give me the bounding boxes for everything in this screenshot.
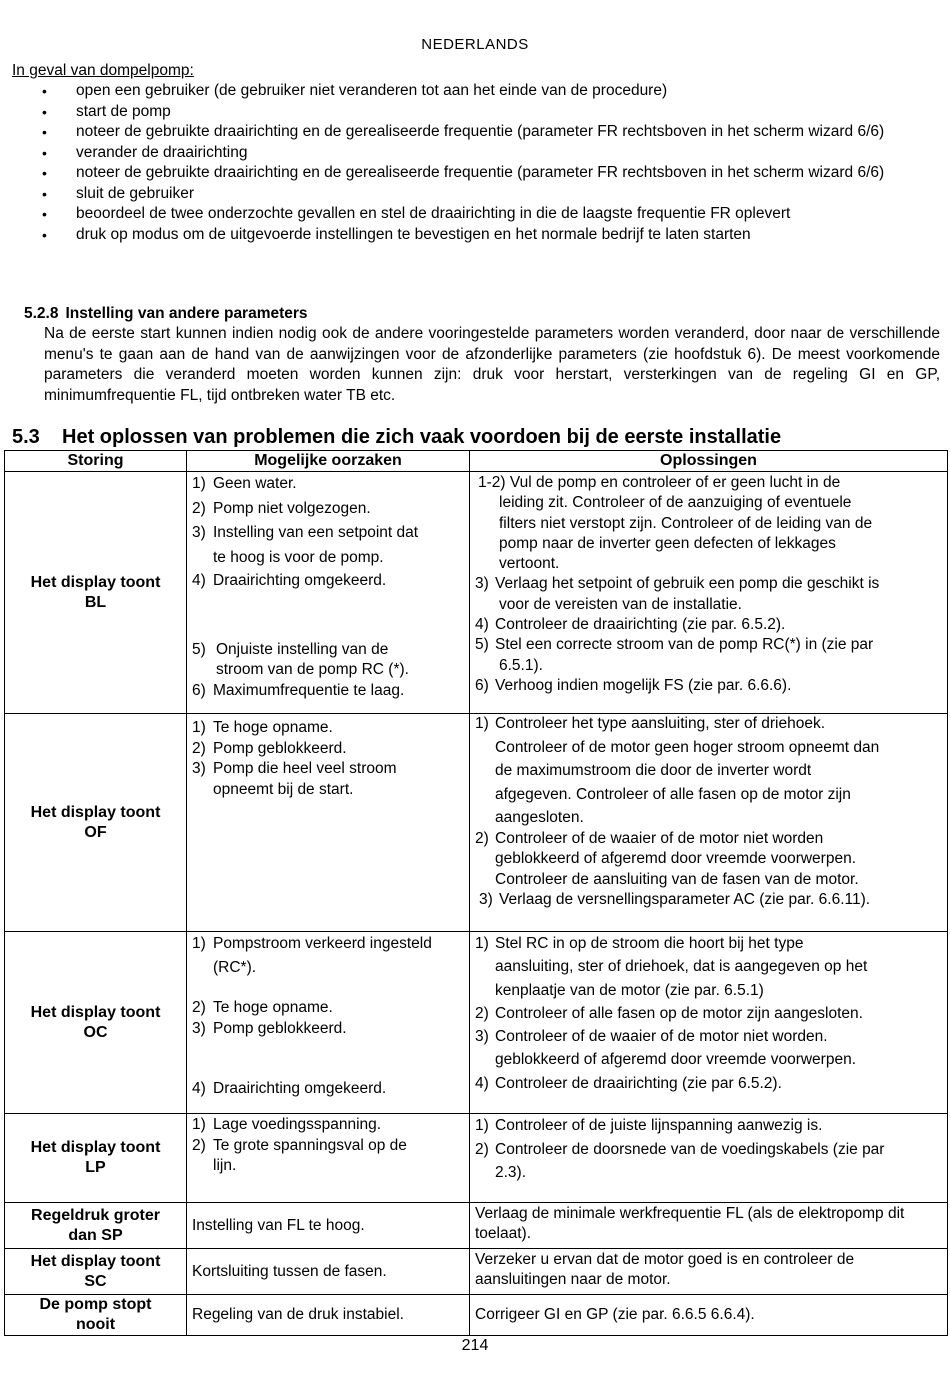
list-item: • sluit de gebruiker (12, 184, 940, 205)
section-5-2-8 (24, 304, 940, 406)
cause-item: 2) Pomp geblokkeerd. (192, 739, 347, 757)
table-row (5, 1295, 948, 1336)
solution-item: 2) Controleer of de waaier of de motor niet worden (475, 829, 824, 847)
cause-text: Kortsluiting tussen de fasen. (192, 1262, 387, 1280)
fault-code: OF (84, 823, 107, 841)
solution-item-continued: 6.5.1). (499, 656, 543, 674)
cause-item: 2) Pomp niet volgezogen. (192, 499, 371, 517)
intro-heading: In geval van dompelpomp: (12, 62, 194, 79)
solutions-cell (470, 1295, 948, 1336)
fault-label: De pomp stopt (39, 1296, 152, 1313)
cause-item-continued: opneemt bij de start. (213, 780, 354, 798)
causes-cell (187, 1295, 470, 1336)
solutions-cell (470, 932, 948, 1114)
solution-item: 3) Verlaag de versnellingsparameter AC (zie par. 6.6.11). (479, 891, 871, 908)
solution-item-continued: aangesloten. (495, 809, 584, 826)
solution-item: 5) Stel een correcte stroom van de pomp RC(*) in (zie par (475, 636, 874, 654)
column-header: Storing (5, 451, 187, 472)
cause-item: 1) Pompstroom verkeerd ingesteld (192, 935, 432, 952)
cause-item: 6) Maximumfrequentie te laag. (192, 681, 405, 699)
table-row (5, 1249, 948, 1295)
causes-cell (187, 1249, 470, 1295)
solution-item: 2) Controleer of alle fasen op de motor zijn aangesloten. (475, 1004, 863, 1022)
causes-cell (187, 932, 470, 1114)
fault-code: OC (83, 1023, 108, 1041)
fault-code: SC (84, 1272, 107, 1290)
list-item: • druk op modus om de uitgevoerde instellingen te bevestigen en het normale bedrijf te laten starten (12, 225, 940, 246)
fault-cell (5, 472, 187, 714)
solution-item: 1) Stel RC in op de stroom die hoort bij het type (475, 935, 804, 952)
list-item: • start de pomp (12, 102, 940, 123)
solution-item-continued: kenplaatje van de motor (zie par. 6.5.1) (495, 981, 764, 999)
fault-cell (5, 714, 187, 932)
solution-item-continued: de maximumstroom die door de inverter wordt (495, 762, 812, 779)
list-item: • noteer de gebruikte draairichting en de gerealiseerde frequentie (parameter FR rechtsboven in het scherm wizard 6/6) (12, 163, 940, 184)
cause-item-continued: (RC*). (213, 958, 257, 976)
section-paragraph: Na de eerste start kunnen indien nodig ook de andere vooringestelde parameters worden veranderd, door naar de verschillende menu's te gaan aan de hand van de aanwijzingen voor de afzonderlijke parameters (zie hoofdstuk 6). De meest voorkomende parameters die veranderd moeten worden kunnen zijn: druk voor herstart, versterkingen van de regeling GI en GP, minimumfrequentie FL, tijd ontbreken water TB etc. (44, 325, 940, 404)
fault-label: Regeldruk groter (31, 1206, 160, 1224)
fault-label: Het display toont (30, 573, 161, 591)
solution-item-continued: geblokkeerd of afgeremd door vreemde voorwerpen. (495, 850, 857, 867)
fault-label: Het display toont (30, 1252, 161, 1270)
troubleshooting-table (4, 450, 948, 1336)
table-header-row (5, 451, 948, 472)
solution-item: 1-2) Vul de pomp en controleer of er geen lucht in de (478, 474, 841, 491)
solution-item-continued: aansluiting, ster of driehoek, dat is aangegeven op het (495, 958, 868, 976)
cause-item-continued: stroom van de pomp RC (*). (216, 661, 409, 678)
section-5-3-heading (12, 426, 781, 449)
language-header: NEDERLANDS (421, 36, 529, 53)
table-row (5, 1114, 948, 1203)
solution-item-continued: filters niet verstopt zijn. Controleer of de leiding van de (499, 514, 873, 532)
solution-item-continued: voor de vereisten van de installatie. (499, 595, 742, 613)
list-item: • open een gebruiker (de gebruiker niet veranderen tot aan het einde van de procedure) (12, 81, 940, 102)
cause-item: 3) Instelling van een setpoint dat (192, 524, 419, 541)
solution-item: 3) Controleer of de waaier of de motor niet worden. (475, 1028, 828, 1046)
fault-label: Het display toont (30, 803, 161, 821)
intro-bullet-list (12, 81, 940, 245)
solution-item: 2) Controleer de doorsnede van de voedingskabels (zie par (475, 1140, 885, 1158)
solution-item: 1) Controleer of de juiste lijnspanning aanwezig is. (475, 1117, 823, 1134)
causes-cell (187, 1114, 470, 1203)
causes-cell (187, 714, 470, 932)
section-heading (24, 304, 940, 324)
cause-item: 2) Te grote spanningsval op de (192, 1136, 407, 1154)
solutions-cell (470, 714, 948, 932)
solution-item-continued: afgegeven. Controleer of alle fasen op de motor zijn (495, 785, 851, 803)
cause-item: 2) Te hoge opname. (192, 999, 333, 1016)
table-row (5, 472, 948, 714)
fault-cell (5, 1203, 187, 1249)
solution-text: Corrigeer GI en GP (zie par. 6.6.5 6.6.4). (475, 1306, 755, 1323)
section-title: Instelling van andere parameters (65, 305, 308, 322)
solution-item-continued: geblokkeerd of afgeremd door vreemde voorwerpen. (495, 1051, 857, 1069)
cause-text: Instelling van FL te hoog. (192, 1216, 365, 1234)
section-number: 5.3 (12, 426, 40, 448)
solution-item: 6) Verhoog indien mogelijk FS (zie par. 6.6.6). (475, 676, 792, 694)
fault-code: BL (84, 593, 107, 611)
cause-item-continued: lijn. (213, 1157, 237, 1174)
section-title: Het oplossen van problemen die zich vaak voordoen bij de eerste installatie (62, 426, 782, 448)
intro-block (12, 61, 940, 245)
solution-item-continued: Controleer of de motor geen hoger stroom opneemt dan (495, 738, 880, 756)
cause-item: 4) Draairichting omgekeerd. (192, 572, 387, 589)
fault-code: LP (85, 1159, 106, 1176)
solution-item: 1) Controleer het type aansluiting, ster of driehoek. (475, 715, 825, 732)
fault-cell (5, 932, 187, 1114)
list-item: • noteer de gebruikte draairichting en de gerealiseerde frequentie (parameter FR rechtsboven in het scherm wizard 6/6) (12, 122, 940, 143)
causes-cell (187, 1203, 470, 1249)
solution-item-continued: Controleer de aansluiting van de fasen van de motor. (495, 870, 859, 888)
fault-label: Het display toont (30, 1003, 161, 1021)
cause-item: 5) Onjuiste instelling van de (192, 640, 389, 658)
solution-item-continued: leiding zit. Controleer of de aanzuiging of eventuele (499, 494, 852, 512)
solutions-cell (470, 1203, 948, 1249)
solutions-cell (470, 472, 948, 714)
table-row (5, 1203, 948, 1249)
page-number: 214 (461, 1337, 489, 1354)
causes-cell (187, 472, 470, 714)
column-header: Mogelijke oorzaken (187, 451, 470, 472)
solutions-cell (470, 1114, 948, 1203)
solution-item: 4) Controleer de draairichting (zie par. 6.5.2). (475, 616, 786, 634)
cause-item: 3) Pomp geblokkeerd. (192, 1019, 347, 1037)
cause-item: 1) Lage voedingsspanning. (192, 1116, 382, 1133)
column-header: Oplossingen (470, 451, 948, 472)
solution-item: 3) Verlaag het setpoint of gebruik een pomp die geschikt is (475, 575, 880, 593)
fault-code: nooit (75, 1316, 116, 1333)
solution-item-continued: pomp naar de inverter geen defecten of lekkages (499, 534, 836, 552)
cause-item: 4) Draairichting omgekeerd. (192, 1080, 387, 1097)
cause-item: 3) Pomp die heel veel stroom (192, 760, 397, 777)
fault-code: dan SP (68, 1226, 123, 1244)
solution-text: Verzeker u ervan dat de motor goed is en controleer de aansluitingen naar de motor. (475, 1251, 855, 1288)
table-row (5, 714, 948, 932)
solution-item-continued: 2.3). (495, 1164, 527, 1181)
table-row (5, 932, 948, 1114)
solution-text: Verlaag de minimale werkfrequentie FL (als de elektropomp dit toelaat). (475, 1205, 905, 1242)
solution-item: 4) Controleer de draairichting (zie par 6.5.2). (475, 1074, 782, 1092)
cause-item-continued: te hoog is voor de pomp. (213, 548, 384, 566)
list-item: • verander de draairichting (12, 143, 940, 164)
cause-text: Regeling van de druk instabiel. (192, 1306, 404, 1323)
cause-item: 1) Te hoge opname. (192, 719, 333, 736)
solution-item-continued: vertoont. (499, 555, 560, 573)
list-item: • beoordeel de twee onderzochte gevallen en stel de draairichting in die de laagste frequentie FR oplevert (12, 204, 940, 225)
cause-item: 1) Geen water. (192, 475, 297, 492)
fault-label: Het display toont (30, 1139, 161, 1156)
fault-cell (5, 1114, 187, 1203)
solutions-cell (470, 1249, 948, 1295)
section-number: 5.2.8 (24, 305, 59, 322)
fault-cell (5, 1295, 187, 1336)
fault-cell (5, 1249, 187, 1295)
